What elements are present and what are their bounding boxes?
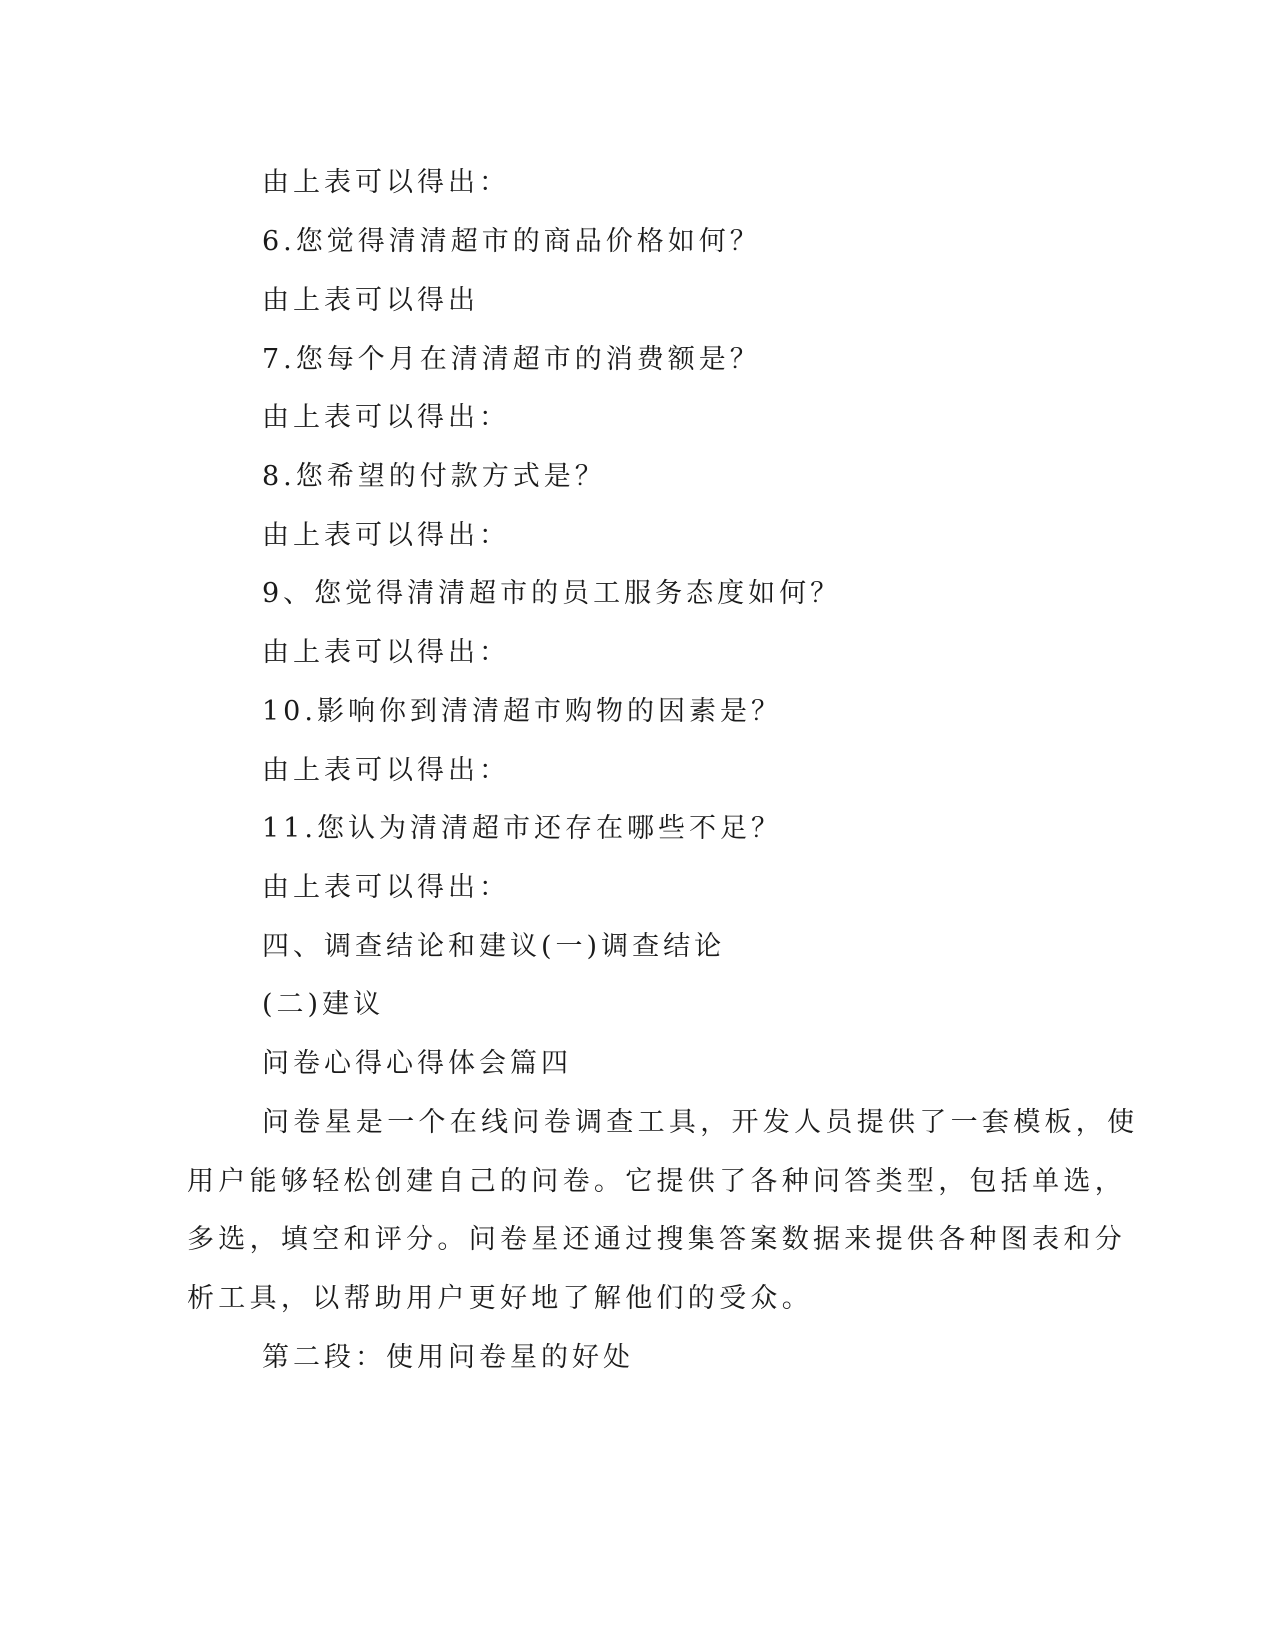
question-line: 11.您认为清清超市还存在哪些不足？ bbox=[262, 813, 782, 844]
paragraph-line: 析工具，以帮助用户更好地了解他们的受众。 bbox=[187, 1283, 813, 1314]
text-line: 由上表可以得出： bbox=[262, 872, 510, 903]
question-line: 10.影响你到清清超市购物的因素是？ bbox=[262, 696, 782, 727]
text-line: 由上表可以得出： bbox=[262, 167, 510, 198]
paragraph-line: 用户能够轻松创建自己的问卷。它提供了各种问答类型，包括单选， bbox=[187, 1166, 1126, 1197]
section-heading: 四、调查结论和建议(一)调查结论 bbox=[262, 931, 726, 962]
text-line: 由上表可以得出 bbox=[262, 285, 479, 316]
article-title: 问卷心得心得体会篇四 bbox=[262, 1048, 572, 1079]
text-line: 由上表可以得出： bbox=[262, 520, 510, 551]
section-heading-2: 第二段：使用问卷星的好处 bbox=[262, 1342, 634, 1373]
text-line: 由上表可以得出： bbox=[262, 402, 510, 433]
question-line: 9、您觉得清清超市的员工服务态度如何？ bbox=[262, 578, 842, 609]
paragraph-line: 问卷星是一个在线问卷调查工具，开发人员提供了一套模板，使 bbox=[262, 1107, 1139, 1138]
question-line: 6.您觉得清清超市的商品价格如何？ bbox=[262, 226, 761, 257]
text-line: 由上表可以得出： bbox=[262, 755, 510, 786]
text-line: 由上表可以得出： bbox=[262, 637, 510, 668]
question-line: 8.您希望的付款方式是？ bbox=[262, 461, 606, 492]
subsection-heading: (二)建议 bbox=[262, 989, 385, 1020]
question-line: 7.您每个月在清清超市的消费额是？ bbox=[262, 344, 761, 375]
paragraph-line: 多选，填空和评分。问卷星还通过搜集答案数据来提供各种图表和分 bbox=[187, 1224, 1126, 1255]
